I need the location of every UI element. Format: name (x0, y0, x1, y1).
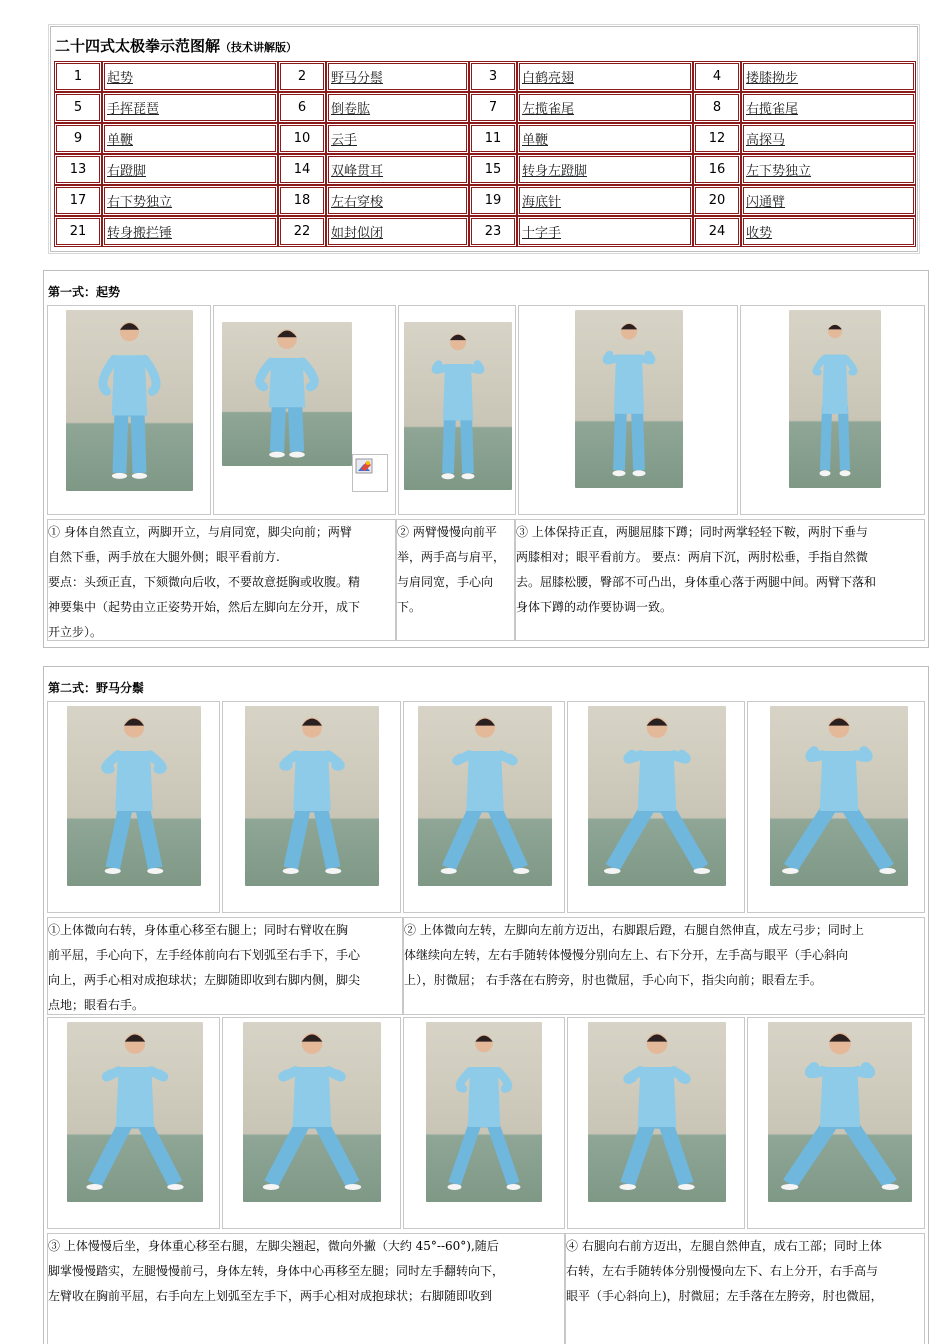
index-number: 21 (54, 216, 102, 247)
index-number: 24 (693, 216, 741, 247)
index-number: 14 (278, 154, 326, 185)
index-link[interactable]: 单鞭 (517, 123, 693, 154)
index-link[interactable]: 云手 (326, 123, 469, 154)
index-number: 3 (469, 61, 517, 92)
photo-cell (398, 305, 516, 515)
index-link[interactable]: 双峰贯耳 (326, 154, 469, 185)
index-link[interactable]: 白鹤亮翅 (517, 61, 693, 92)
index-number: 2 (278, 61, 326, 92)
index-link[interactable]: 如封似闭 (326, 216, 469, 247)
index-number: 11 (469, 123, 517, 154)
index-number: 10 (278, 123, 326, 154)
photo-cell (747, 1017, 925, 1229)
pose-photo (789, 310, 881, 488)
pose-photo (404, 322, 512, 490)
index-number: 23 (469, 216, 517, 247)
index-link[interactable]: 倒卷肱 (326, 92, 469, 123)
index-number: 4 (693, 61, 741, 92)
pose-photo (66, 310, 193, 491)
photo-cell (567, 1017, 745, 1229)
index-link[interactable]: 左右穿梭 (326, 185, 469, 216)
index-table (50, 26, 918, 252)
index-number: 8 (693, 92, 741, 123)
step-3-text: ③ 上体慢慢后坐，身体重心移至右腿，左脚尖翘起，微向外撇（大约 45°--60°),随后 脚掌慢慢踏实，左腿慢慢前弓，身体左转，身体中心再移至左腿；同时左手翻转向下， 左臂收在胸前平屈，右手向左上划弧至左手下，两手心相对成抱球状；右脚随即收到 (48, 1239, 505, 1303)
pose-photo (588, 706, 726, 886)
step-2-text: ② 两臂慢慢向前平 举，两手高与肩平， 与肩同宽，手心向 下。 (397, 525, 506, 614)
index-link[interactable]: 收势 (741, 216, 916, 247)
pose-photo (222, 322, 352, 466)
pose-photo (418, 706, 552, 886)
index-link[interactable]: 转身左蹬脚 (517, 154, 693, 185)
pose-photo (67, 1022, 203, 1202)
step-text (396, 519, 515, 641)
photo-row (47, 305, 925, 515)
section-qishi (43, 270, 929, 648)
index-number: 19 (469, 185, 517, 216)
section-yema-fenzong (43, 666, 929, 1344)
index-link[interactable]: 左下势独立 (741, 154, 916, 185)
index-link[interactable]: 转身搬拦锤 (102, 216, 278, 247)
step-1-text: ① 身体自然直立，两脚开立，与肩同宽，脚尖向前；两臂 自然下垂，两手放在大腿外侧；眼平看前方. 要点：头颈正直，下颏微向后收，不要故意挺胸或收腹。精 神要集中（起势由立正姿势开始，然后左脚向左分开，成下 开立步）。 (48, 525, 361, 639)
photo-row (47, 1017, 925, 1229)
photo-cell (740, 305, 925, 515)
photo-cell (213, 305, 396, 515)
index-number: 20 (693, 185, 741, 216)
index-link[interactable]: 右蹬脚 (102, 154, 278, 185)
index-link[interactable]: 闪通臂 (741, 185, 916, 216)
pose-photo (67, 706, 201, 886)
index-number: 9 (54, 123, 102, 154)
pose-photo (770, 706, 908, 886)
photo-row (47, 701, 925, 913)
step-text (47, 1233, 565, 1344)
photo-cell (403, 701, 565, 913)
photo-cell (222, 1017, 401, 1229)
pose-photo (768, 1022, 912, 1202)
index-number: 6 (278, 92, 326, 123)
photo-cell (403, 1017, 565, 1229)
index-link[interactable]: 单鞭 (102, 123, 278, 154)
index-grid (54, 61, 916, 247)
index-link[interactable]: 野马分鬃 (326, 61, 469, 92)
step-text (47, 519, 396, 641)
index-link[interactable]: 高探马 (741, 123, 916, 154)
step-text (47, 917, 403, 1015)
step-4-text: ④ 右腿向右前方迈出，左腿自然伸直，成右工部；同时上体 右转，左右手随转体分别慢慢向左下、右上分开，右手高与 眼平（手心斜向上)，肘微屈；左手落在左胯旁，肘也微屈， (566, 1239, 883, 1303)
section-title: 第二式：野马分鬃 (48, 681, 145, 695)
step-1-text: ①上体微向右转，身体重心移至右腿上；同时右臂收在胸 前平屈，手心向下，左手经体前向右下划弧至右手下，手心 向上，两手心相对成抱球状；左脚随即收到右脚内侧，脚尖 点地；眼看右手。 (48, 923, 361, 1012)
pose-photo (575, 310, 683, 488)
section-title: 第一式：起势 (48, 285, 121, 299)
step-text (403, 917, 925, 1015)
index-number: 16 (693, 154, 741, 185)
broken-image-icon (352, 454, 388, 492)
index-title: 二十四式太极拳示范图解（技术讲解版） (55, 37, 298, 55)
index-link[interactable]: 十字手 (517, 216, 693, 247)
index-number: 18 (278, 185, 326, 216)
photo-cell (518, 305, 738, 515)
index-link[interactable]: 右下势独立 (102, 185, 278, 216)
pose-photo (588, 1022, 726, 1202)
index-link[interactable]: 搂膝拗步 (741, 61, 916, 92)
index-link[interactable]: 海底针 (517, 185, 693, 216)
photo-cell (47, 1017, 220, 1229)
index-number: 1 (54, 61, 102, 92)
photo-cell (47, 305, 211, 515)
index-number: 12 (693, 123, 741, 154)
photo-cell (567, 701, 745, 913)
index-link[interactable]: 起势 (102, 61, 278, 92)
pose-photo (243, 1022, 381, 1202)
step-text (515, 519, 925, 641)
index-number: 22 (278, 216, 326, 247)
photo-cell (747, 701, 925, 913)
photo-cell (222, 701, 401, 913)
index-link[interactable]: 手挥琵琶 (102, 92, 278, 123)
index-number: 15 (469, 154, 517, 185)
index-number: 5 (54, 92, 102, 123)
step-3-text: ③ 上体保持正直，两腿屈膝下蹲；同时两掌轻轻下鞍，两肘下垂与 两膝相对；眼平看前方。 要点：两肩下沉，两肘松垂，手指自然微 去。屈膝松腰，臀部不可凸出，身体重心落于两腿中间。两臂下落和 身体下蹲的动作要协调一致。 (516, 525, 877, 614)
index-number: 7 (469, 92, 517, 123)
index-link[interactable]: 右揽雀尾 (741, 92, 916, 123)
index-number: 13 (54, 154, 102, 185)
pose-photo (426, 1022, 542, 1202)
index-link[interactable]: 左揽雀尾 (517, 92, 693, 123)
step-2-text: ② 上体微向左转，左脚向左前方迈出，右脚跟后蹬，右腿自然伸直，成左弓步；同时上 体继续向左转，左右手随转体慢慢分别向左上、右下分开，左手高与眼平（手心斜向 上），肘微屈； 右手落在右胯旁，肘也微屈，手心向下，指尖向前；眼看左手。 (404, 923, 864, 987)
step-text (565, 1233, 925, 1344)
pose-photo (245, 706, 379, 886)
photo-cell (47, 701, 220, 913)
index-number: 17 (54, 185, 102, 216)
